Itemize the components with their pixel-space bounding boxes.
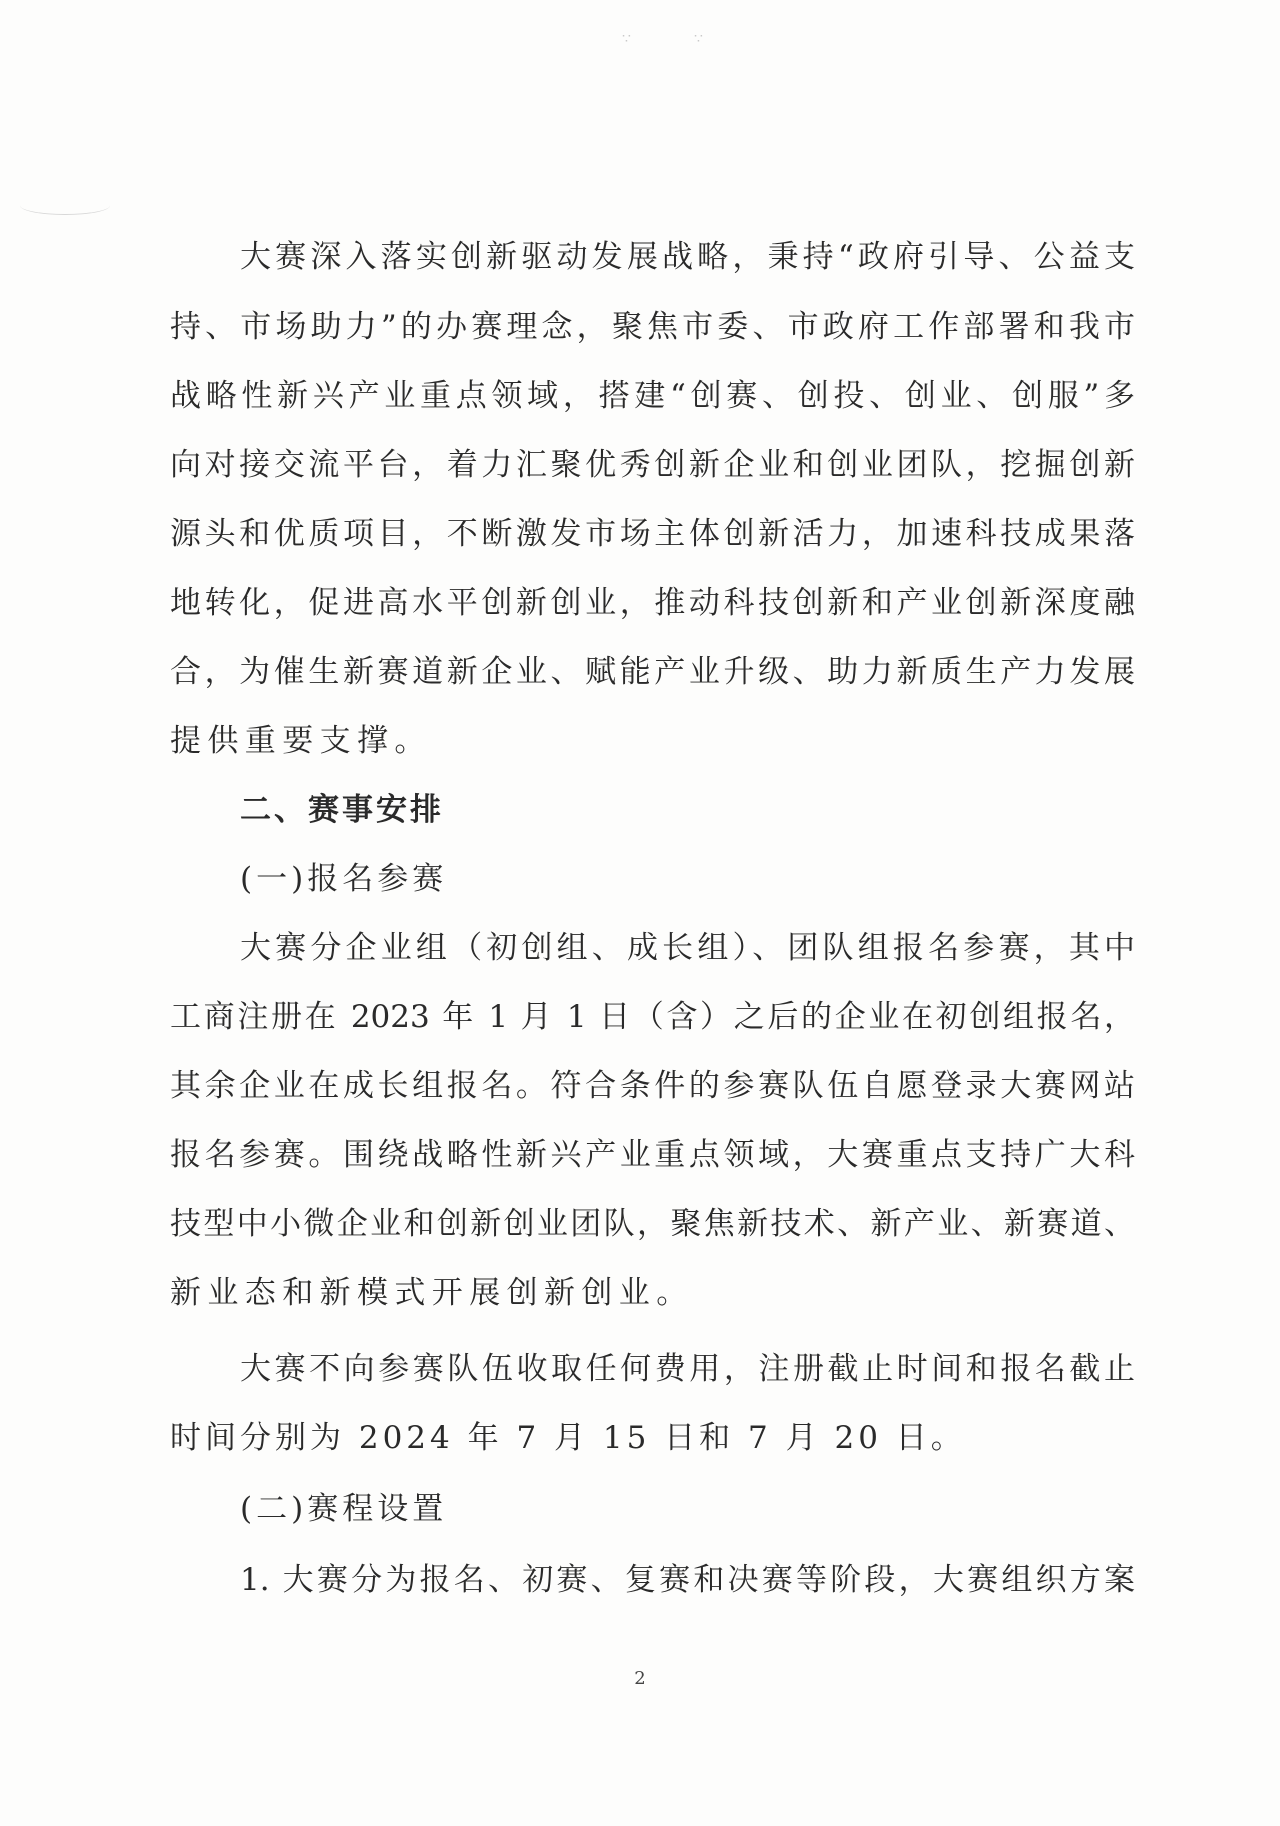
paragraph-line: 1. 大赛分为报名、初赛、复赛和决赛等阶段，大赛组织方案 xyxy=(240,1562,1135,1598)
section-heading: 二、赛事安排 xyxy=(240,792,444,828)
scan-artifact: ∵ xyxy=(694,31,703,47)
paragraph-line: 报名参赛。围绕战略性新兴产业重点领域，大赛重点支持广大科 xyxy=(170,1137,1135,1173)
paragraph-line: 向对接交流平台，着力汇聚优秀创新企业和创业团队，挖掘创新 xyxy=(170,447,1135,483)
paragraph-line: 新业态和新模式开展创新创业。 xyxy=(170,1275,694,1311)
paragraph-line: 地转化，促进高水平创新创业，推动科技创新和产业创新深度融 xyxy=(170,585,1135,621)
page-number: 2 xyxy=(634,1668,646,1689)
paragraph-line: 提供重要支撑。 xyxy=(170,723,432,759)
scan-artifact xyxy=(20,196,110,215)
paragraph-line: 工商注册在 2023 年 1 月 1 日（含）之后的企业在初创组报名， xyxy=(170,999,1135,1035)
paragraph-line: 大赛不向参赛队伍收取任何费用，注册截止时间和报名截止 xyxy=(240,1351,1135,1387)
paragraph-line: 合，为催生新赛道新企业、赋能产业升级、助力新质生产力发展 xyxy=(170,654,1135,690)
paragraph-line: 战略性新兴产业重点领域，搭建“创赛、创投、创业、创服”多 xyxy=(170,378,1135,414)
paragraph-line: 大赛分企业组（初创组、成长组）、团队组报名参赛，其中 xyxy=(240,930,1135,966)
paragraph-line: 技型中小微企业和创新创业团队，聚焦新技术、新产业、新赛道、 xyxy=(170,1206,1135,1242)
paragraph-line: 时间分别为 2024 年 7 月 15 日和 7 月 20 日。 xyxy=(170,1420,966,1456)
paragraph-line: 持、市场助力”的办赛理念，聚焦市委、市政府工作部署和我市 xyxy=(170,309,1135,345)
subsection-heading: (二)赛程设置 xyxy=(240,1491,448,1527)
paragraph-line: 源头和优质项目，不断激发市场主体创新活力，加速科技成果落 xyxy=(170,516,1135,552)
paragraph-line: 其余企业在成长组报名。符合条件的参赛队伍自愿登录大赛网站 xyxy=(170,1068,1135,1104)
subsection-heading: (一)报名参赛 xyxy=(240,861,448,897)
scan-artifact: ∵ xyxy=(622,31,631,47)
paragraph-line: 大赛深入落实创新驱动发展战略，秉持“政府引导、公益支 xyxy=(240,239,1135,275)
